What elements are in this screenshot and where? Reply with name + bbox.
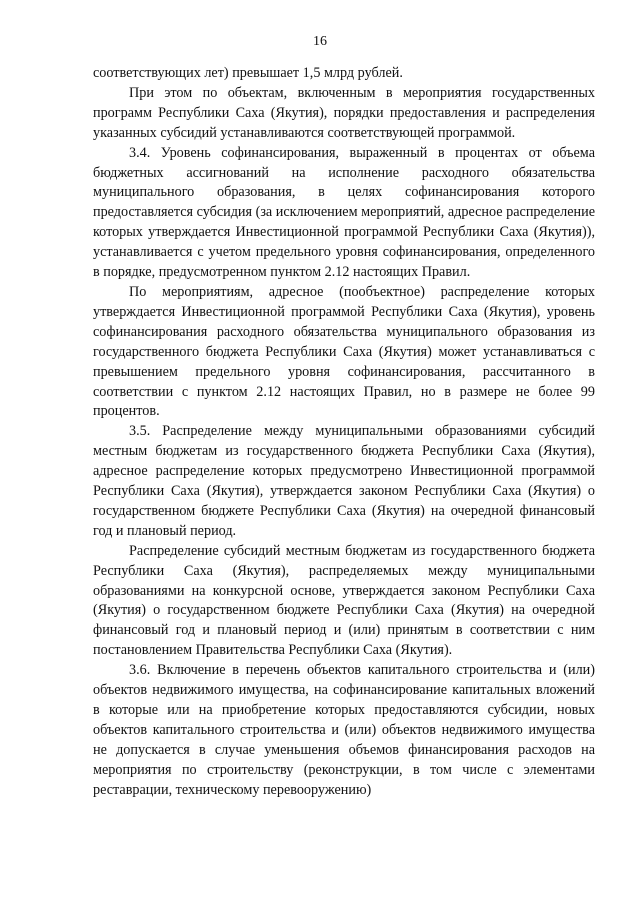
paragraph-3-5-competitive: Распределение субсидий местным бюджетам из государственного бюджета Республики Саха (Якутия), распределяемых между муниципальными образованиями на конкурсной основе, утверждается законом Республики Саха (Якутия) о государственном бюджете Республики Саха (Якутия) на очередной финансовый год и плановый период и (или) принятым в соответствии с ним постановлением Правительства Республики Саха (Якутия).	[93, 542, 595, 659]
paragraph-3-4-investment: По мероприятиям, адресное (пообъектное) распределение которых утверждается Инвестиционной программой Республики Саха (Якутия), уровень софинансирования расходного обязательства муниципального образования из государственного бюджета Республики Саха (Якутия) может устанавливаться с превышением предельного уровня софинансирования, рассчитанного в соответствии с пунктом 2.12 настоящих Правил, но в размере не более 99 процентов.	[93, 283, 595, 420]
document-body	[93, 64, 595, 801]
paragraph-state-programs: При этом по объектам, включенным в мероприятия государственных программ Республики Саха (Якутия), порядки предоставления и распределения указанных субсидий устанавливаются соответствующей программой.	[93, 84, 595, 141]
paragraph-3-6: 3.6. Включение в перечень объектов капитального строительства и (или) объектов недвижимого имущества, на софинансирование капитальных вложений в которые или на приобретение которых предоставляются субсидии, новых объектов капитального строительства и (или) объектов недвижимого имущества не допускается в случае уменьшения объемов финансирования расходов на мероприятия по строительству (реконструкции, в том числе с элементами реставрации, техническому перевооружению)	[93, 662, 595, 798]
paragraph-3-4: 3.4. Уровень софинансирования, выраженный в процентах от объема бюджетных ассигнований на исполнение расходного обязательства муниципального образования, в целях софинансирования которого предоставляется субсидия (за исключением мероприятий, адресное распределение которых утверждается Инвестиционной программой Республики Саха (Якутия)), устанавливается с учетом предельного уровня софинансирования, определенного в порядке, предусмотренном пунктом 2.12 настоящих Правил.	[93, 144, 595, 281]
paragraph-continuation: соответствующих лет) превышает 1,5 млрд рублей.	[93, 65, 403, 81]
page-number: 16	[313, 34, 327, 49]
paragraph-3-5: 3.5. Распределение между муниципальными образованиями субсидий местным бюджетам из государственного бюджета Республики Саха (Якутия), адресное распределение которых предусмотрено Инвестиционной программой Республики Саха (Якутия), утверждается законом Республики Саха (Якутия) о государственном бюджете Республики Саха (Якутия) на очередной финансовый год и плановый период.	[93, 423, 595, 539]
